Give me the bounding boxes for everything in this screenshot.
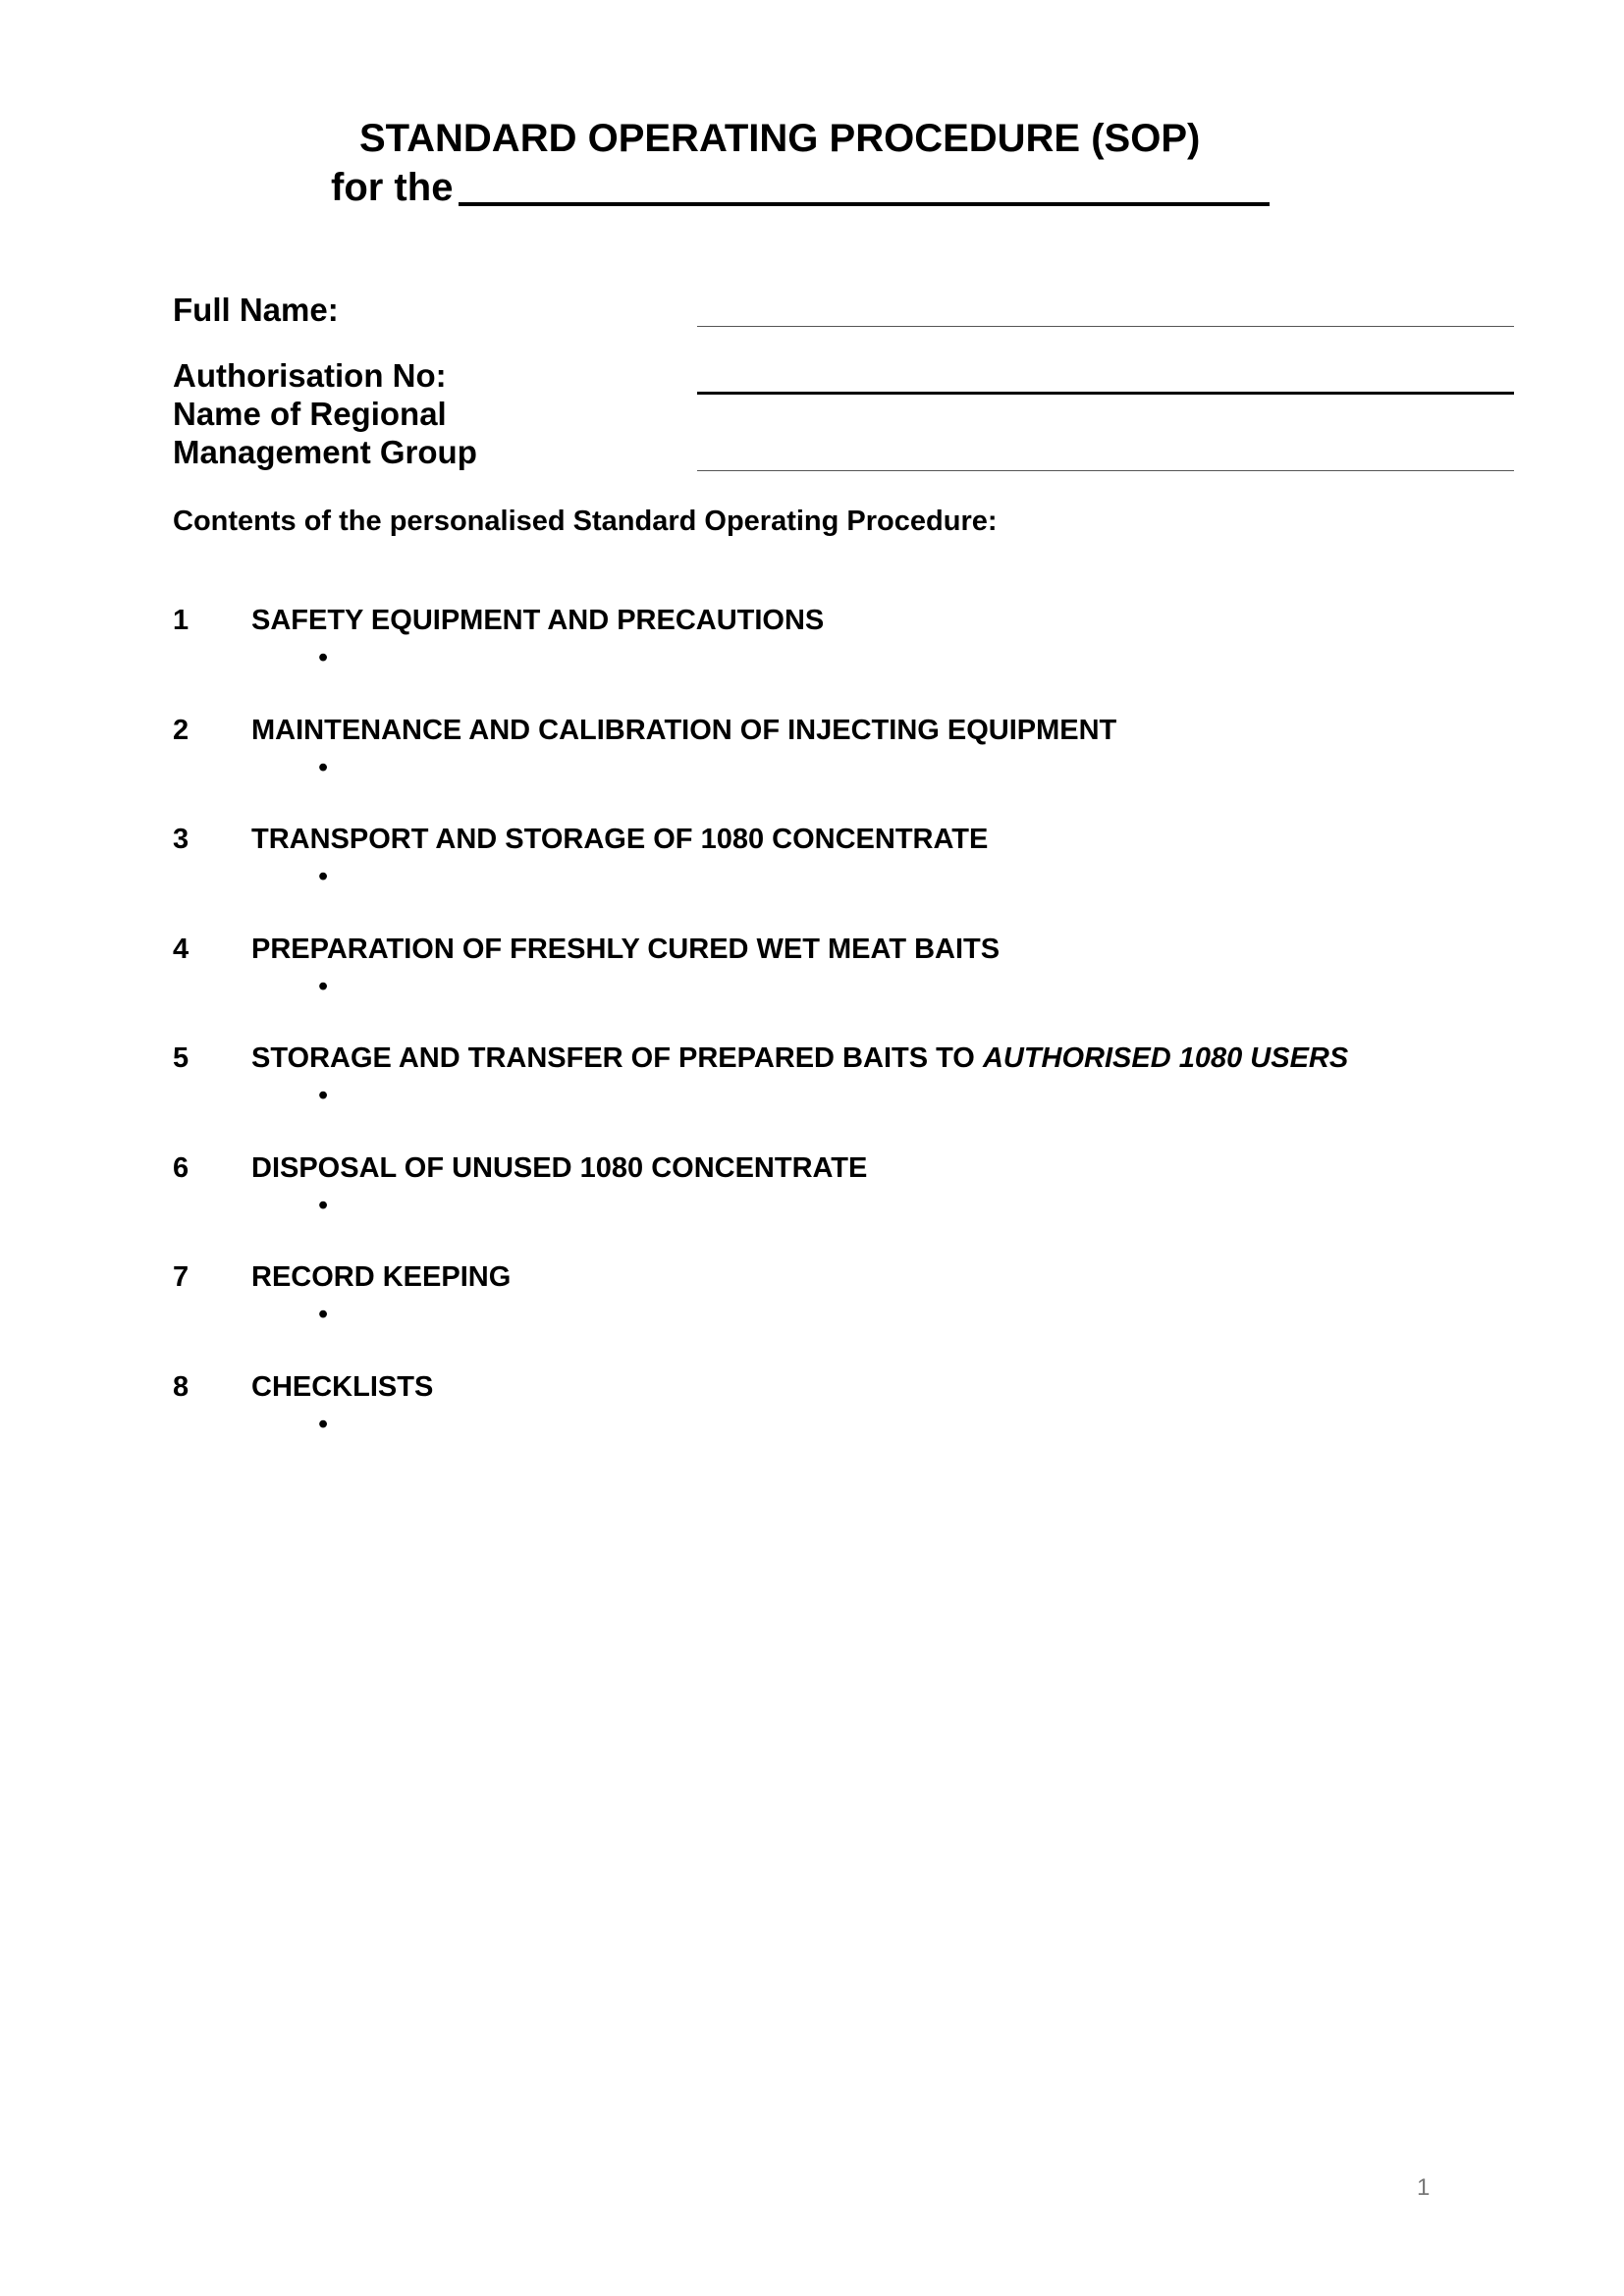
contents-section xyxy=(173,601,1528,689)
section-bullet: • xyxy=(318,861,329,892)
authorisation-field[interactable] xyxy=(697,392,1514,395)
regional-group-field[interactable] xyxy=(697,470,1514,471)
page-number: 1 xyxy=(1417,2174,1431,2201)
full-name-field[interactable] xyxy=(697,326,1514,327)
regional-group-label-line1: Name of Regional xyxy=(173,396,447,432)
section-heading-text: PREPARATION OF FRESHLY CURED WET MEAT BAITS xyxy=(251,933,1001,965)
section-heading-text: DISPOSAL OF UNUSED 1080 CONCENTRATE xyxy=(251,1151,868,1184)
section-heading-italic: AUTHORISED 1080 USERS xyxy=(982,1042,1349,1074)
subtitle-prefix: for the xyxy=(331,166,454,209)
section-bullet: • xyxy=(318,1080,329,1111)
section-bullet: • xyxy=(318,1189,329,1221)
regional-group-label-line2: Management Group xyxy=(173,434,477,470)
section-heading xyxy=(251,820,988,859)
section-heading-text: MAINTENANCE AND CALIBRATION OF INJECTING EQUIPMENT xyxy=(251,714,1117,746)
section-bullet: • xyxy=(318,751,329,783)
section-heading-text: TRANSPORT AND STORAGE OF 1080 CONCENTRATE xyxy=(251,824,989,855)
contents-section xyxy=(173,1257,1528,1346)
contents-section xyxy=(173,820,1528,908)
section-heading-text: STORAGE AND TRANSFER OF PREPARED BAITS TO xyxy=(251,1042,983,1074)
contents-section xyxy=(173,1039,1528,1127)
section-heading xyxy=(251,1148,867,1188)
section-heading xyxy=(251,601,824,640)
full-name-label: Full Name: xyxy=(173,292,339,328)
section-number: 4 xyxy=(173,933,189,965)
section-number: 2 xyxy=(173,714,189,746)
section-number: 1 xyxy=(173,605,189,636)
section-number: 7 xyxy=(173,1261,189,1293)
authorisation-label: Authorisation No: xyxy=(173,357,447,394)
section-heading xyxy=(251,1367,433,1407)
section-bullet: • xyxy=(318,1299,329,1330)
section-bullet: • xyxy=(318,642,329,673)
subtitle-blank-line[interactable] xyxy=(459,163,1270,206)
document-subtitle xyxy=(331,157,1270,215)
document-title: STANDARD OPERATING PROCEDURE (SOP) xyxy=(359,117,1201,160)
contents-section xyxy=(173,1148,1528,1237)
section-bullet: • xyxy=(318,1408,329,1440)
section-number: 5 xyxy=(173,1042,189,1074)
contents-section xyxy=(173,930,1528,1018)
section-heading-text: CHECKLISTS xyxy=(251,1370,434,1403)
section-heading xyxy=(251,1257,511,1297)
contents-section xyxy=(173,1367,1528,1456)
section-heading xyxy=(251,711,1116,750)
section-number: 3 xyxy=(173,824,189,855)
section-heading xyxy=(251,930,1000,969)
section-heading-text: SAFETY EQUIPMENT AND PRECAUTIONS xyxy=(251,605,825,636)
section-heading xyxy=(251,1039,1348,1078)
contents-section xyxy=(173,711,1528,799)
section-bullet: • xyxy=(318,970,329,1002)
section-number: 6 xyxy=(173,1151,189,1184)
section-number: 8 xyxy=(173,1370,189,1403)
section-heading-text: RECORD KEEPING xyxy=(251,1261,512,1293)
contents-label: Contents of the personalised Standard Operating Procedure: xyxy=(173,506,998,537)
